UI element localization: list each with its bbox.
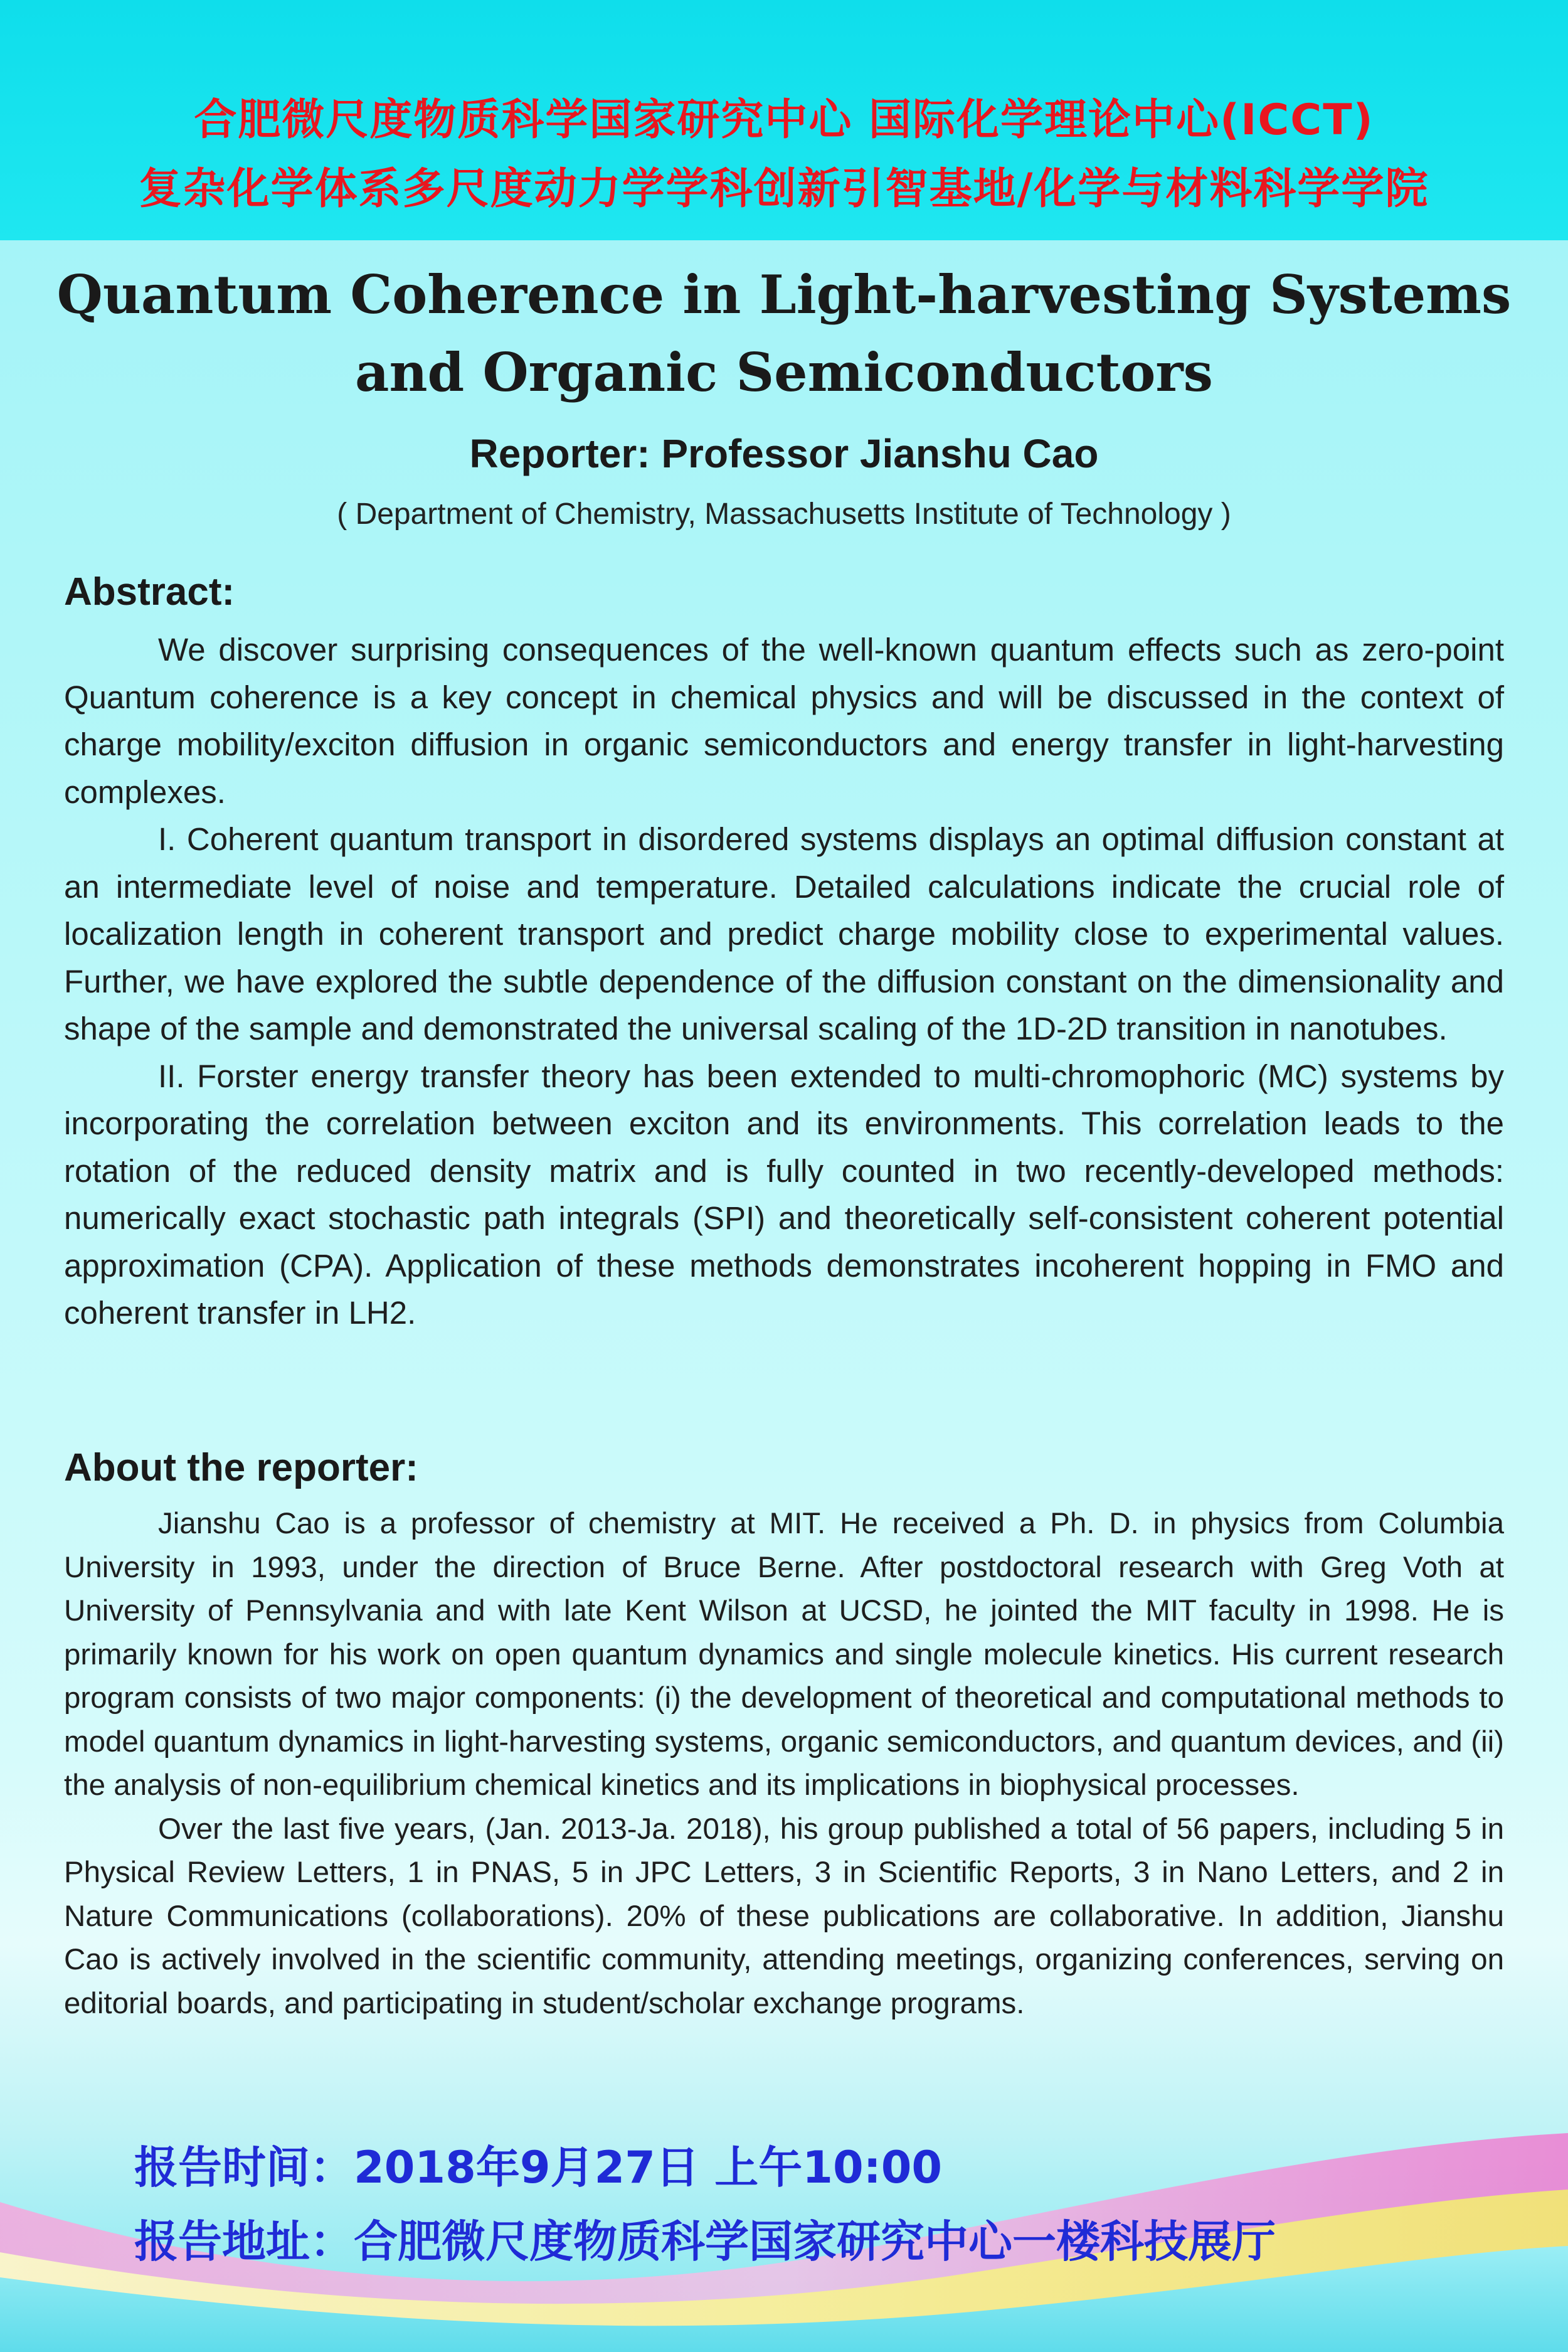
about-paragraph: Jianshu Cao is a professor of chemistry at MIT. He received a Ph. D. in physics from Columbia University in 1993, under the direction of Bruce Berne. After postdoctoral research with Greg Voth at University of Pennsylvania and with late Kent Wilson at UCSD, he jointed the MIT faculty in 1998. He is primarily known for his work on open quantum dynamics and single molecule kinetics. His current research program consists of two major components: (i) the development of theoretical and computational methods to model quantum dynamics in light-harvesting systems, organic semiconductors, and quantum devices, and (ii) the analysis of non-equilibrium chemical kinetics and its implications in biophysical processes.: [64, 1507, 1504, 1802]
abstract-heading: Abstract:: [64, 570, 235, 614]
abstract-paragraph: I. Coherent quantum transport in disordered systems displays an optimal diffusion constant at an intermediate level of noise and temperature. Detailed calculations indicate the crucial role of localization length in coherent transport and predict charge mobility close to experimental values. Further, we have explored the subtle dependence of the diffusion constant on the dimensionality and shape of the sample and demonstrated the universal scaling of the 1D-2D transition in nanotubes.: [64, 821, 1504, 1046]
talk-title-line-1: Quantum Coherence in Light-harvesting Systems: [56, 263, 1512, 326]
about-reporter-heading: About the reporter:: [64, 1446, 418, 1489]
talk-time: 报告时间：2018年9月27日 上午10:00: [134, 2142, 943, 2193]
reporter-affiliation: ( Department of Chemistry, Massachusetts Institute of Technology ): [337, 498, 1231, 531]
abstract-body: [64, 626, 1504, 1337]
abstract-paragraph: II. Forster energy transfer theory has been extended to multi-chromophoric (MC) systems by incorporating the correlation between exciton and its environments. This correlation leads to the rotation of the reduced density matrix and is fully counted in two recently-developed methods: numerically exact stochastic path integrals (SPI) and theoretically self-consistent coherent potential approximation (CPA). Application of these methods demonstrates incoherent hopping in FMO and coherent transfer in LH2.: [64, 1058, 1504, 1331]
co-host-institution-line: 复杂化学体系多尺度动力学学科创新引智基地/化学与材料科学学院: [139, 164, 1429, 214]
talk-title-line-2: and Organic Semiconductors: [355, 341, 1213, 403]
talk-location: 报告地址：合肥微尺度物质科学国家研究中心一楼科技展厅: [134, 2216, 1276, 2267]
host-institution-line: 合肥微尺度物质科学国家研究中心 国际化学理论中心(ICCT): [194, 95, 1374, 145]
about-paragraph: Over the last five years, (Jan. 2013-Ja. 2018), his group published a total of 56 papers, including 5 in Physical Review Letters, 1 in PNAS, 5 in JPC Letters, 3 in Scientific Reports, 3 in Nano Letters, and 2 in Nature Communications (collaborations). 20% of these publications are collaborative. In addition, Jianshu Cao is actively involved in the scientific community, attending meetings, organizing conferences, serving on editorial boards, and participating in student/scholar exchange programs.: [64, 1812, 1504, 2020]
abstract-paragraph: We discover surprising consequences of the well-known quantum effects such as zero-point Quantum coherence is a key concept in chemical physics and will be discussed in the context of charge mobility/exciton diffusion in organic semiconductors and energy transfer in light-harvesting complexes.: [64, 632, 1504, 810]
about-reporter-body: [64, 1502, 1504, 2025]
reporter-name: Reporter: Professor Jianshu Cao: [469, 431, 1099, 476]
